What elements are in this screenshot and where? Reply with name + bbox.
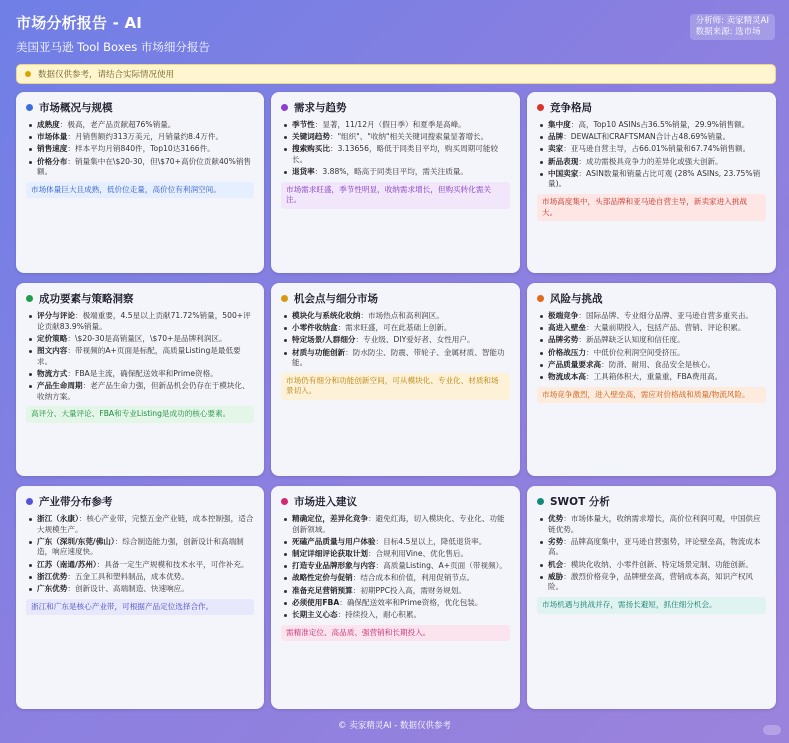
item-text: 防水防尘、防震、带轮子、金属材质、智能功能。: [292, 347, 505, 368]
item-separator: ：: [578, 156, 586, 166]
item-text: 高质量Listing、A+页面（带视频）。: [383, 561, 508, 571]
list-item: [539, 169, 766, 190]
card-header: [537, 494, 766, 509]
section-dot-icon: [537, 295, 544, 302]
list-item: [283, 335, 510, 346]
list-item: [283, 537, 510, 548]
section-card: [16, 92, 264, 273]
report-meta: [690, 14, 775, 40]
list-item: [28, 132, 254, 143]
item-separator: ：: [352, 573, 361, 583]
card-bullet-list: [537, 311, 766, 383]
item-text: 确保配送效率和Prime资格，优化包装。: [346, 597, 483, 607]
item-label: 特定场景/人群细分: [292, 335, 356, 345]
item-separator: ：: [563, 144, 571, 154]
item-separator: ：: [329, 144, 338, 154]
item-text: 老产品生命力强，但新品机会仍存在于模块化、收纳方案。: [37, 380, 250, 401]
item-label: 打造专业品牌形象与内容: [292, 561, 376, 571]
list-item: [283, 610, 510, 621]
card-bullet-list: [26, 120, 254, 178]
item-text: 防滑、耐用、食品安全是核心。: [608, 359, 716, 369]
item-label: 长期主义心态: [292, 609, 338, 619]
list-item: [283, 598, 510, 609]
list-item: [28, 584, 254, 595]
item-text: 持续投入，耐心积累。: [345, 609, 422, 619]
item-text: 月销售额约313万美元，月销量约8.4万件。: [74, 132, 224, 142]
item-separator: ：: [563, 559, 571, 569]
item-text: 新品牌缺乏认知度和信任度。: [585, 335, 685, 345]
item-separator: ：: [59, 120, 68, 129]
item-label: 优势: [548, 514, 564, 523]
item-text: 高，Top10 ASINs占36.5%销量，29.9%销售额。: [578, 120, 750, 129]
item-text: 具备一定生产规模和技术水平，可作补充。: [104, 559, 249, 569]
card-summary: 高评分、大量评论、FBA和专业Listing是成功的核心要素。: [26, 406, 254, 423]
item-text: 亚马逊自营主导，占66.01%销量和67.74%销售额。: [570, 144, 751, 154]
section-card: [271, 486, 520, 709]
item-separator: ：: [578, 311, 586, 320]
item-separator: ：: [570, 120, 579, 129]
report-title: 市场分析报告 - AI: [16, 14, 143, 32]
section-dot-icon: [26, 104, 33, 111]
report-subtitle: 美国亚马逊 Tool Boxes 市场细分报告: [16, 40, 210, 54]
item-text: 销量集中在\$20-30，但\$70+高价位贡献40%销售额。: [37, 156, 252, 177]
section-dot-icon: [26, 295, 33, 302]
card-title: 产业带分布参考: [39, 496, 113, 508]
item-text: 避免红海，切入模块化、专业化、功能创新领域。: [292, 514, 505, 534]
item-text: 3.13656，略低于同类目平均，购买周期可能较长。: [292, 144, 499, 164]
item-label: 广东优势: [37, 583, 68, 593]
list-item: [28, 514, 254, 535]
list-item: [283, 132, 510, 143]
item-separator: ：: [360, 311, 368, 320]
list-item: [283, 348, 510, 369]
item-text: 国际品牌、专业细分品牌、亚马逊自营多重夹击。: [585, 311, 754, 320]
list-item: [28, 311, 254, 332]
item-label: 关键词趋势: [292, 132, 330, 142]
item-separator: ：: [578, 168, 586, 178]
item-separator: ：: [345, 347, 353, 357]
item-label: 战略性定价与促销: [292, 573, 353, 583]
item-label: 成熟度: [37, 120, 60, 129]
item-label: 必须使用FBA: [292, 597, 340, 607]
card-bullet-list: [281, 120, 510, 178]
item-text: 工具箱体积大，重量重，FBA费用高。: [593, 371, 723, 381]
card-bullet-list: [26, 514, 254, 595]
list-item: [28, 144, 254, 155]
item-separator: ：: [67, 571, 75, 581]
section-card: [271, 283, 520, 476]
card-header: [537, 100, 766, 115]
card-bullet-list: [537, 514, 766, 593]
item-separator: ：: [563, 514, 571, 523]
list-item: [283, 514, 510, 535]
list-item: [283, 549, 510, 560]
list-item: [283, 311, 510, 322]
card-header: [281, 100, 510, 115]
item-separator: ：: [67, 132, 75, 142]
list-item: [539, 560, 766, 571]
item-label: 劣势: [548, 536, 564, 546]
item-label: 搜索购买比: [292, 144, 330, 154]
item-label: 退货率: [292, 167, 315, 177]
card-title: 风险与挑战: [550, 293, 603, 305]
item-text: 模块化收纳、小零件创新、特定场景定制、功能创新。: [570, 559, 754, 569]
item-label: 评分与评论: [37, 311, 75, 320]
list-item: [28, 560, 254, 571]
section-dot-icon: [281, 295, 288, 302]
item-separator: ：: [375, 536, 384, 546]
list-item: [539, 311, 766, 322]
item-text: 综合制造能力强，创新设计和高端制造，响应速度快。: [37, 536, 244, 557]
card-header: [26, 100, 254, 115]
list-item: [539, 144, 766, 155]
item-label: 机会: [548, 559, 564, 569]
card-summary: 市场高度集中，头部品牌和亚马逊自营主导，新卖家进入挑战大。: [537, 194, 766, 221]
item-text: 显著，11/12月（假日季）和夏季是高峰。: [322, 120, 466, 129]
item-separator: ：: [314, 120, 323, 129]
card-title: SWOT 分析: [550, 496, 610, 508]
item-separator: ：: [601, 359, 609, 369]
item-separator: ：: [314, 167, 323, 177]
list-item: [283, 573, 510, 584]
card-header: [26, 494, 254, 509]
item-separator: ：: [96, 559, 105, 569]
card-bullet-list: [281, 311, 510, 369]
card-summary: 市场仍有细分和功能创新空间，可从模块化、专业化、材质和场景切入。: [281, 373, 510, 400]
list-item: [539, 120, 766, 131]
card-header: [281, 291, 510, 306]
item-text: 激烈价格竞争，品牌壁垒高，营销成本高，知识产权风险。: [548, 571, 754, 592]
item-label: 品牌: [548, 132, 564, 142]
section-card: [527, 283, 776, 476]
card-summary: 市场体量巨大且成熟，低价位走量，高价位有利润空间。: [26, 182, 254, 199]
item-label: 浙江（永康）: [37, 514, 79, 523]
list-item: [28, 572, 254, 583]
item-separator: ：: [337, 609, 346, 619]
item-label: 图文内容: [37, 345, 68, 355]
item-separator: ：: [67, 333, 75, 343]
card-summary: 市场竞争激烈，进入壁垒高，需应对价格战和质量/物流风险。: [537, 387, 766, 404]
item-label: 制定详细评论获取计划: [292, 548, 368, 558]
item-label: 精确定位，差异化竞争: [292, 514, 368, 523]
item-separator: ：: [67, 156, 75, 166]
item-separator: ：: [367, 548, 376, 558]
item-text: 结合成本和价值，利用促销节点。: [360, 573, 475, 583]
card-title: 市场概况与规模: [39, 102, 113, 114]
item-text: 品牌高度集中，亚马逊自营强势，评论壁垒高，物流成本高。: [548, 536, 761, 557]
section-card: [527, 486, 776, 709]
item-separator: ：: [563, 132, 571, 142]
list-item: [283, 144, 510, 165]
card-header: [281, 494, 510, 509]
item-text: 样本平均月销840件，Top10达3166件。: [74, 144, 215, 154]
list-item: [28, 346, 254, 367]
item-label: 威胁: [548, 571, 564, 581]
item-separator: ：: [585, 323, 594, 333]
item-separator: ：: [375, 561, 384, 571]
list-item: [28, 334, 254, 345]
item-label: 浙江优势: [37, 571, 68, 581]
item-label: 死磕产品质量与用户体验: [292, 536, 376, 546]
card-title: 需求与趋势: [294, 102, 347, 114]
item-text: 目标4.5星以上，降低退货率。: [383, 536, 487, 546]
card-header: [26, 291, 254, 306]
list-item: [283, 586, 510, 597]
card-bullet-list: [26, 311, 254, 402]
section-card: [16, 486, 264, 709]
card-summary: 需精准定位、高品质、强营销和长期投入。: [281, 625, 510, 642]
section-dot-icon: [26, 498, 33, 505]
item-text: 合规利用Vine、优化售后。: [375, 548, 469, 558]
item-text: 大量前期投入，包括产品、营销、评论积累。: [593, 323, 746, 333]
item-label: 季节性: [292, 120, 315, 129]
item-separator: ：: [563, 571, 571, 581]
item-text: DEWALT和CRAFTSMAN合计占48.69%销量。: [570, 132, 731, 142]
list-item: [539, 537, 766, 558]
list-item: [539, 372, 766, 383]
item-label: 高进入壁垒: [548, 323, 586, 333]
item-separator: ：: [585, 371, 594, 381]
section-dot-icon: [537, 104, 544, 111]
item-text: 中低价位利润空间受挤压。: [593, 347, 685, 357]
card-bullet-list: [281, 514, 510, 621]
list-item: [283, 323, 510, 334]
list-item: [539, 132, 766, 143]
card-title: 机会点与细分市场: [294, 293, 378, 305]
item-label: 市场体量: [37, 132, 68, 142]
item-text: 初期PPC投入高，需财务规划。: [360, 585, 466, 595]
item-separator: ：: [329, 132, 338, 142]
item-label: 产品生命周期: [37, 380, 83, 390]
item-text: 极端重要，4.5星以上贡献71.72%销量，500+评论贡献83.9%销量。: [37, 311, 251, 331]
item-text: "组织"、"收纳"相关关键词搜索量显著增长。: [337, 132, 489, 142]
item-label: 品牌劣势: [548, 335, 579, 345]
list-item: [28, 537, 254, 558]
item-label: 价格战压力: [548, 347, 586, 357]
item-label: 极端竞争: [548, 311, 579, 320]
item-text: 专业级、DIY爱好者、女性用户。: [363, 335, 475, 345]
item-text: ASIN数量和销量占比可观 (28% ASINs, 23.75%销量)。: [548, 168, 761, 189]
item-label: 中国卖家: [548, 168, 579, 178]
item-separator: ：: [563, 536, 571, 546]
item-separator: ：: [74, 311, 83, 320]
warning-dot-icon: [25, 71, 31, 77]
item-separator: ：: [78, 514, 87, 523]
list-item: [539, 335, 766, 346]
card-summary: 市场需求旺盛，季节性明显，收纳需求增长，但购买转化需关注。: [281, 182, 510, 209]
item-separator: ：: [67, 345, 75, 355]
card-summary: 市场机遇与挑战并存，需扬长避短，抓住细分机会。: [537, 597, 766, 614]
item-label: 价格分布: [37, 156, 68, 166]
section-dot-icon: [281, 104, 288, 111]
item-label: 物流成本高: [548, 371, 586, 381]
item-separator: ：: [67, 583, 75, 593]
card-title: 竞争格局: [550, 102, 592, 114]
item-text: \$20-30是高销量区，\$70+是品牌利润区。: [74, 333, 227, 343]
item-label: 卖家: [548, 144, 564, 154]
list-item: [539, 514, 766, 535]
report-header: [16, 12, 210, 55]
item-text: 核心产业带，完整五金产业链，成本控制强，适合大规模生产。: [37, 514, 254, 534]
data-source-label: 数据来源: 选市场: [695, 27, 761, 37]
list-item: [283, 120, 510, 131]
section-card: [271, 92, 520, 273]
item-text: 成功需极具竞争力的差异化或强大创新。: [585, 156, 723, 166]
item-text: 带视频的A+页面是标配，高质量Listing是最低要求。: [37, 345, 241, 366]
list-item: [28, 369, 254, 380]
card-title: 成功要素与策略洞察: [39, 293, 134, 305]
item-separator: ：: [585, 347, 594, 357]
list-item: [539, 323, 766, 334]
corner-badge: [763, 725, 781, 735]
item-text: 创新设计、高端制造、快速响应。: [74, 583, 189, 593]
item-separator: ：: [578, 335, 586, 345]
list-item: [539, 157, 766, 168]
list-item: [28, 157, 254, 178]
list-item: [539, 572, 766, 593]
item-separator: ：: [67, 368, 75, 378]
card-title: 市场进入建议: [294, 496, 357, 508]
section-card: [16, 283, 264, 476]
item-label: 定价策略: [37, 333, 68, 343]
item-label: 材质与功能创新: [292, 347, 346, 357]
footer-copyright: © 卖家精灵AI - 数据仅供参考: [338, 721, 451, 731]
section-dot-icon: [281, 498, 288, 505]
item-text: 3.88%，略高于同类目平均，需关注质量。: [322, 167, 468, 177]
list-item: [539, 360, 766, 371]
item-text: 需求旺盛，可在此基础上创新。: [345, 323, 452, 333]
list-item: [28, 381, 254, 402]
cards-grid: [16, 92, 774, 709]
item-label: 集中度: [548, 120, 571, 129]
item-separator: ：: [114, 536, 123, 546]
item-label: 广东（深圳/东莞/佛山）: [37, 536, 115, 546]
item-label: 新品表现: [548, 156, 579, 166]
item-text: 极高，老产品贡献超76%销量。: [67, 120, 176, 129]
list-item: [28, 120, 254, 131]
item-label: 小零件收纳盒: [292, 323, 338, 333]
item-text: FBA是主流，确保配送效率和Prime资格。: [74, 368, 218, 378]
disclaimer-text: 数据仅供参考，请结合实际情况使用: [38, 70, 175, 80]
item-separator: ：: [352, 585, 361, 595]
item-separator: ：: [337, 323, 346, 333]
item-text: 五金工具和塑料制品，成本优势。: [74, 571, 189, 581]
item-separator: ：: [367, 514, 376, 523]
list-item: [283, 561, 510, 572]
card-header: [537, 291, 766, 306]
item-label: 销售速度: [37, 144, 68, 154]
card-bullet-list: [537, 120, 766, 190]
disclaimer-banner: [16, 64, 776, 84]
item-text: 市场体量大，收纳需求增长，高价位利润可观，中国供应链优势。: [548, 514, 761, 534]
item-separator: ：: [355, 335, 364, 345]
item-text: 市场热点和高利润区。: [367, 311, 444, 320]
item-label: 产品质量要求高: [548, 359, 602, 369]
item-label: 江苏（南通/苏州）: [37, 559, 97, 569]
item-separator: ：: [339, 597, 347, 607]
item-label: 模块化与系统化收纳: [292, 311, 361, 320]
section-card: [527, 92, 776, 273]
item-separator: ：: [67, 144, 75, 154]
section-dot-icon: [537, 498, 544, 505]
item-label: 准备充足营销预算: [292, 585, 353, 595]
list-item: [539, 348, 766, 359]
analyst-label: 分析师: 卖家精灵AI: [695, 16, 769, 26]
card-summary: 浙江和广东是核心产业带，可根据产品定位选择合作。: [26, 599, 254, 616]
item-separator: ：: [82, 380, 91, 390]
item-label: 物流方式: [37, 368, 68, 378]
list-item: [283, 167, 510, 178]
